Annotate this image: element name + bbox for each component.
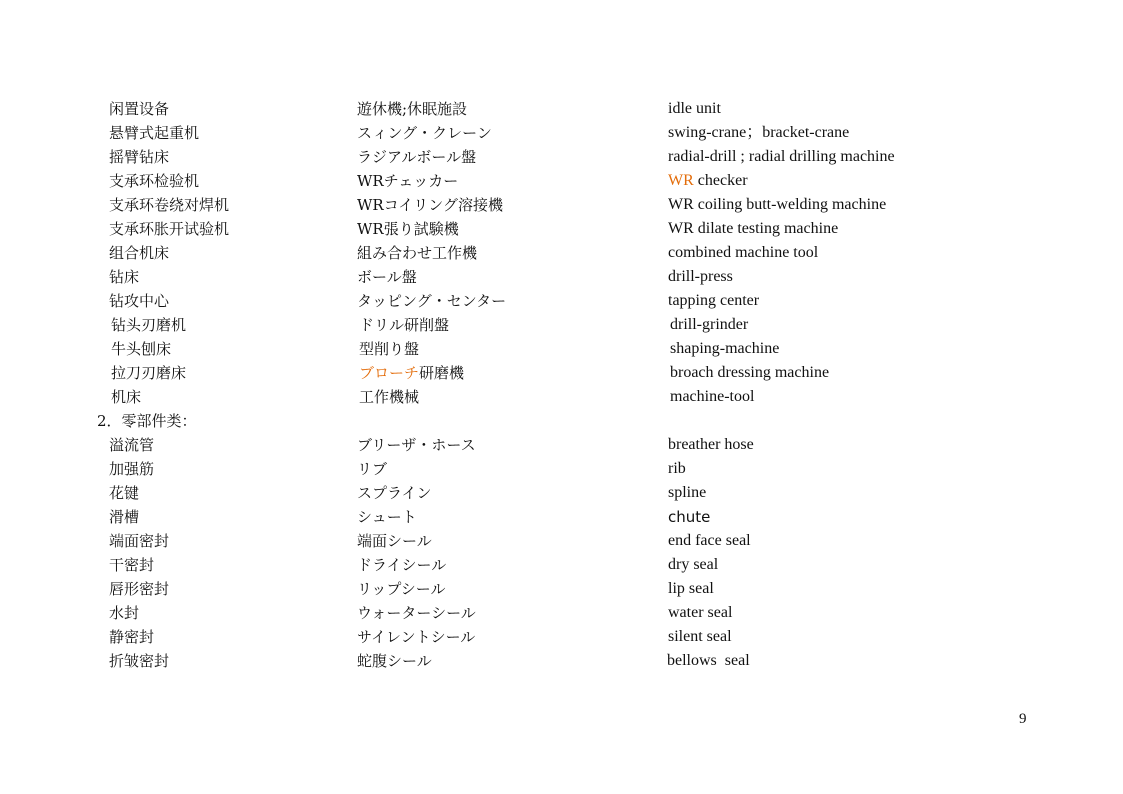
japanese-term: リブ [357,460,388,478]
chinese-term: 静密封 [109,628,155,646]
english-term: swing-crane；bracket-crane [668,124,850,141]
japanese-term [359,363,464,383]
term-row [0,483,1123,507]
chinese-term: 水封 [109,604,140,622]
japanese-term: ボール盤 [357,268,417,286]
english-term: dry seal [668,556,719,573]
chinese-term: 钻攻中心 [109,292,170,310]
page-number: 9 [1019,711,1027,727]
japanese-term: タッピング・センター [357,292,507,310]
japanese-term: ウォーターシール [357,604,476,622]
english-term-rest: checker [693,172,748,189]
chinese-term: 支承环卷绕对焊机 [109,196,230,214]
english-term: broach dressing machine [670,364,830,381]
japanese-term: WRチェッカー [357,172,459,190]
term-row [0,339,1123,363]
term-row [0,171,1123,195]
chinese-term: 悬臂式起重机 [109,124,200,142]
english-term [668,171,748,191]
japanese-term: WRコイリング溶接機 [357,196,503,214]
term-row [0,123,1123,147]
term-row [0,195,1123,219]
japanese-term: ドライシール [357,556,447,574]
english-term: WR coiling butt-welding machine [668,196,887,213]
chinese-term: 支承环检验机 [109,172,200,190]
japanese-term: ラジアルボール盤 [357,148,477,166]
japanese-term-rest: 研磨機 [419,364,465,382]
english-term: water seal [668,604,733,621]
term-row [0,507,1123,531]
japanese-term: 型削り盤 [359,340,420,358]
english-term: rib [668,460,686,477]
term-row [0,459,1123,483]
english-term: silent seal [668,628,732,645]
chinese-term: 牛头刨床 [111,340,172,358]
term-row [0,651,1123,675]
chinese-term: 摇臂钻床 [109,148,170,166]
term-row [0,387,1123,411]
chinese-term: 滑槽 [109,508,140,526]
japanese-term: ブリーザ・ホース [357,436,476,454]
japanese-term: 工作機械 [359,388,420,406]
term-row [0,219,1123,243]
japanese-term: 組み合わせ工作機 [357,244,478,262]
chinese-term: 钻头刃磨机 [111,316,187,334]
japanese-term: 蛇腹シール [357,652,432,670]
section-heading: 2．零部件类： [97,412,197,430]
term-row [0,99,1123,123]
term-row [0,243,1123,267]
english-term: bellows seal [667,652,750,669]
term-row [0,291,1123,315]
highlighted-text: WR [668,172,694,189]
chinese-term: 闲置设备 [109,100,170,118]
japanese-term: リップシール [357,580,446,598]
english-term: shaping-machine [670,340,780,357]
english-term: end face seal [668,532,751,549]
japanese-term: ドリル研削盤 [359,316,450,334]
english-term: chute [668,508,711,526]
chinese-term: 机床 [111,388,142,406]
chinese-term: 干密封 [109,556,155,574]
term-row [0,147,1123,171]
english-term: tapping center [668,292,760,309]
english-term: radial-drill ; radial drilling machine [668,148,895,165]
japanese-term: スプライン [357,484,432,502]
english-term: WR dilate testing machine [668,220,839,237]
japanese-term: スィング・クレーン [357,124,492,142]
english-term: spline [668,484,707,501]
chinese-term: 拉刀刃磨床 [111,364,187,382]
term-row [0,267,1123,291]
term-row [0,579,1123,603]
term-row [0,627,1123,651]
japanese-term: サイレントシール [357,628,476,646]
english-term: lip seal [668,580,714,597]
english-term: drill-press [668,268,733,285]
chinese-term: 加强筋 [109,460,155,478]
japanese-term: 遊休機;休眠施設 [357,100,468,118]
english-term: combined machine tool [668,244,819,261]
chinese-term: 花键 [109,484,140,502]
english-term: drill-grinder [670,316,749,333]
term-row [0,435,1123,459]
term-row [0,315,1123,339]
chinese-term: 唇形密封 [109,580,170,598]
english-term: breather hose [668,436,754,453]
term-row [0,603,1123,627]
term-row [0,555,1123,579]
chinese-term: 组合机床 [109,244,170,262]
chinese-term: 溢流管 [109,436,155,454]
highlighted-text: ブローチ [359,364,420,382]
chinese-term: 支承环胀开试验机 [109,220,230,238]
japanese-term: WR張り試験機 [357,220,459,238]
chinese-term: 钻床 [109,268,140,286]
japanese-term: シュート [357,508,417,526]
term-row [0,531,1123,555]
japanese-term: 端面シール [357,532,432,550]
chinese-term: 端面密封 [109,532,170,550]
english-term: idle unit [668,100,721,117]
chinese-term: 折皱密封 [109,652,170,670]
term-row [0,363,1123,387]
english-term: machine-tool [670,388,755,405]
